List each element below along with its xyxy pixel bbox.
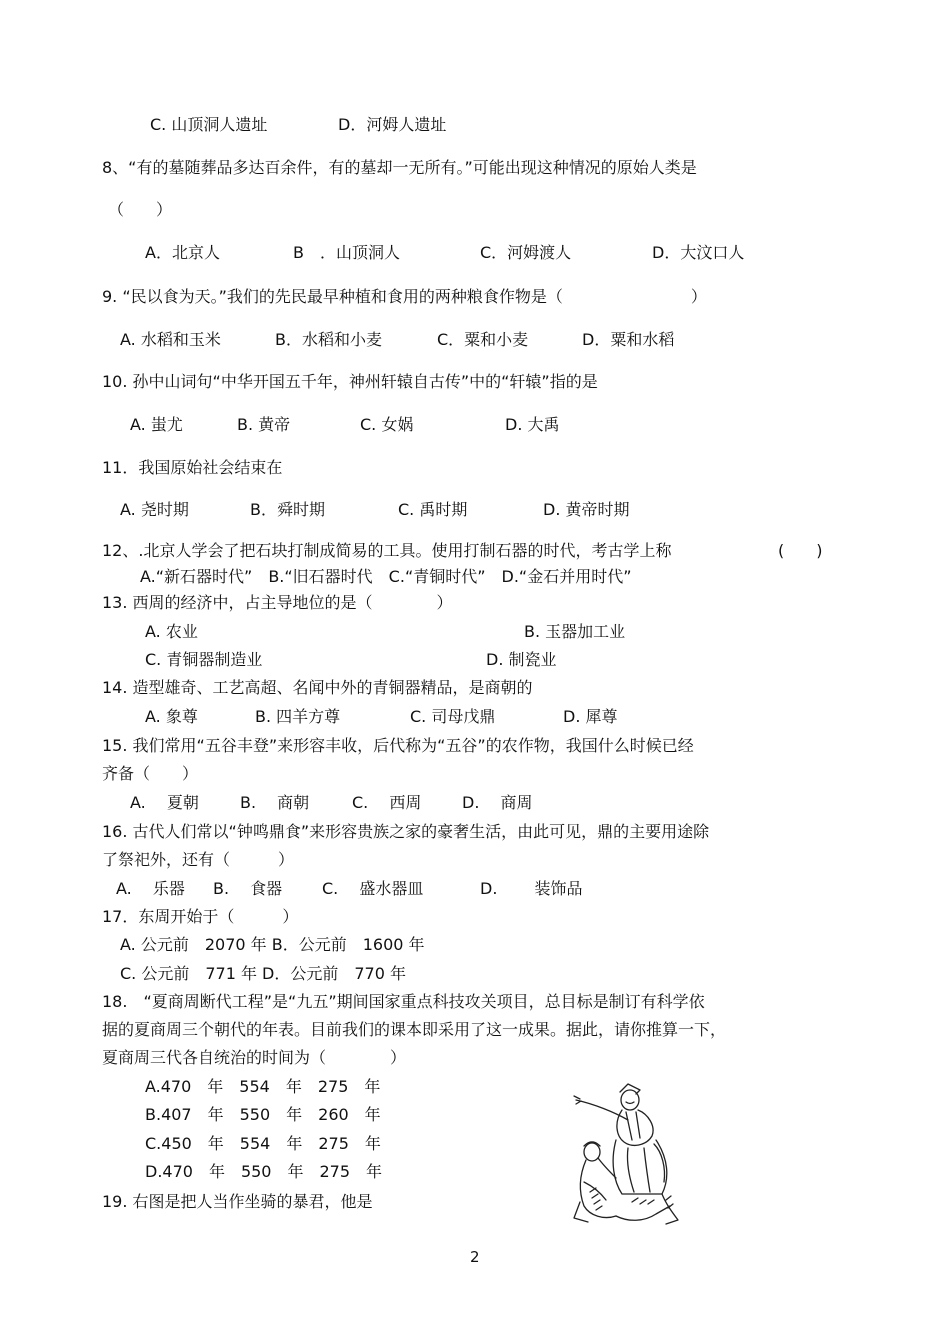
q17-options-cd: C. 公元前 771 年 D．公元前 770 年 xyxy=(120,964,407,983)
q15-stem-cont: 齐备（ ） xyxy=(102,764,199,783)
q14-option-a: A. 象尊 xyxy=(145,707,198,726)
q7-option-d: D．河姆人遗址 xyxy=(338,115,447,134)
q15-stem: 15. 我们常用“五谷丰登”来形容丰收，后代称为“五谷”的农作物，我国什么时候已经 xyxy=(102,736,694,755)
q10-option-b: B. 黄帝 xyxy=(237,415,291,434)
q14-option-b: B. 四羊方尊 xyxy=(255,707,341,726)
q12-answer-blank: ( ) xyxy=(778,541,823,560)
q18-stem-cont-1: 据的夏商周三个朝代的年表。目前我们的课本即采用了这一成果。据此，请你推算一下， xyxy=(102,1020,727,1039)
q9-option-b: B．水稻和小麦 xyxy=(275,330,382,349)
q9-option-d: D．粟和水稻 xyxy=(582,330,675,349)
q16-stem: 16. 古代人们常以“钟鸣鼎食”来形容贵族之家的豪奢生活，由此可见，鼎的主要用途除 xyxy=(102,822,710,841)
q16-option-d: D. 装饰品 xyxy=(480,879,583,898)
q11-option-c: C. 禹时期 xyxy=(398,500,468,519)
q8-option-b: B ．山顶洞人 xyxy=(293,243,400,262)
q18-option-c: C.450 年 554 年 275 年 xyxy=(145,1134,381,1153)
q10-stem: 10. 孙中山词句“中华开国五千年，神州轩辕自古传”中的“轩辕”指的是 xyxy=(102,372,598,391)
q13-option-a: A. 农业 xyxy=(145,622,198,641)
q18-option-a: A.470 年 554 年 275 年 xyxy=(145,1077,381,1096)
q17-options-ab: A. 公元前 2070 年 B．公元前 1600 年 xyxy=(120,935,425,954)
q13-option-d: D. 制瓷业 xyxy=(486,650,557,669)
q15-option-d: D. 商周 xyxy=(462,793,533,812)
q13-option-b: B. 玉器加工业 xyxy=(524,622,626,641)
q14-stem: 14. 造型雄奇、工艺高超、名闻中外的青铜器精品，是商朝的 xyxy=(102,678,533,697)
q8-option-a: A．北京人 xyxy=(145,243,220,262)
q12-stem: 12、.北京人学会了把石块打制成简易的工具。使用打制石器的时代，考古学上称 xyxy=(102,541,672,560)
q16-stem-cont: 了祭祀外，还有（ ） xyxy=(102,850,295,869)
q10-option-a: A. 蚩尤 xyxy=(130,415,183,434)
q8-option-c: C．河姆渡人 xyxy=(480,243,572,262)
q10-option-c: C. 女娲 xyxy=(360,415,414,434)
q9-option-c: C．粟和小麦 xyxy=(437,330,529,349)
q13-stem: 13. 西周的经济中，占主导地位的是（ ） xyxy=(102,593,453,612)
q11-option-d: D. 黄帝时期 xyxy=(543,500,630,519)
q15-option-a: A. 夏朝 xyxy=(130,793,199,812)
q8-stem: 8、“有的墓随葬品多达百余件，有的墓却一无所有。”可能出现这种情况的原始人类是 xyxy=(102,158,697,177)
q12-options: A.“新石器时代” B.“旧石器时代 C.“青铜时代” D.“金石并用时代” xyxy=(140,567,632,586)
q14-option-c: C. 司母戊鼎 xyxy=(410,707,496,726)
q10-option-d: D. 大禹 xyxy=(505,415,560,434)
q9-option-a: A. 水稻和玉米 xyxy=(120,330,221,349)
tyrant-illustration xyxy=(570,1082,685,1232)
q8-option-d: D．大汶口人 xyxy=(652,243,745,262)
q8-answer-blank: （ ） xyxy=(108,200,173,219)
q18-stem: 18. “夏商周断代工程”是“九五”期间国家重点科技攻关项目，总目标是制订有科学依 xyxy=(102,992,705,1011)
q16-option-b: B. 食器 xyxy=(213,879,283,898)
q11-stem: 11．我国原始社会结束在 xyxy=(102,458,283,477)
q18-stem-cont-2: 夏商周三代各自统治的时间为（ ） xyxy=(102,1048,407,1067)
q16-option-a: A. 乐器 xyxy=(116,879,185,898)
q16-option-c: C. 盛水器皿 xyxy=(322,879,424,898)
q7-option-c: C. 山顶洞人遗址 xyxy=(150,115,268,134)
q15-option-c: C. 西周 xyxy=(352,793,422,812)
page-number: 2 xyxy=(470,1248,480,1266)
q11-option-b: B．舜时期 xyxy=(250,500,325,519)
q18-option-b: B.407 年 550 年 260 年 xyxy=(145,1105,381,1124)
q13-option-c: C. 青铜器制造业 xyxy=(145,650,263,669)
q15-option-b: B. 商朝 xyxy=(240,793,310,812)
q11-option-a: A. 尧时期 xyxy=(120,500,189,519)
q14-option-d: D. 犀尊 xyxy=(563,707,618,726)
q9-stem: 9. “民以食为天。”我们的先民最早种植和食用的两种粮食作物是（ ） xyxy=(102,287,707,306)
q18-option-d: D.470 年 550 年 275 年 xyxy=(145,1162,383,1181)
q19-stem: 19. 右图是把人当作坐骑的暴君，他是 xyxy=(102,1192,373,1211)
q17-stem: 17．东周开始于（ ） xyxy=(102,907,299,926)
